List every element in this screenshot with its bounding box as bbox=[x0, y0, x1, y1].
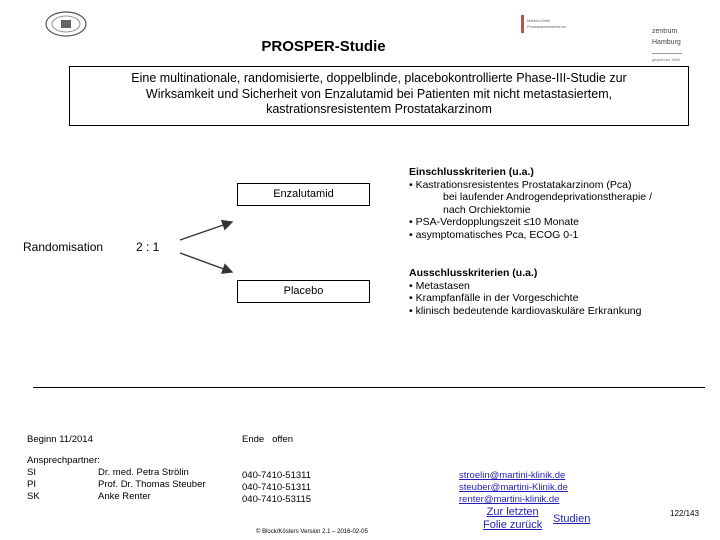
clinic-logo bbox=[521, 15, 565, 33]
center-logo-small: gegründet 1889 bbox=[652, 57, 681, 62]
footer-copyright: © Block/Kösters Version 2.1 – 2016-02-05 bbox=[256, 529, 368, 535]
study-start-date: Beginn 11/2014 bbox=[27, 434, 93, 445]
summary-line: Wirksamkeit und Sicherheit von Enzalutamid bei Patienten mit nicht metastasiertem, bbox=[145, 86, 613, 101]
contact-email-link[interactable]: steuber@martini-Klinik.de bbox=[459, 482, 568, 493]
seal-icon bbox=[44, 10, 88, 38]
inclusion-item: • Kastrationsresistentes Prostatakarzinom (Pca) bbox=[409, 178, 632, 191]
inclusion-criteria bbox=[409, 166, 709, 241]
previous-slide-label-line2: Folie zurück bbox=[483, 519, 543, 531]
exclusion-item: • Metastasen bbox=[409, 279, 470, 292]
section-divider bbox=[33, 387, 705, 388]
university-seal-logo bbox=[44, 10, 88, 38]
randomisation-label: Randomisation bbox=[23, 240, 104, 254]
study-summary-box bbox=[69, 66, 689, 126]
inclusion-heading: Einschlusskriterien (u.a.) bbox=[409, 166, 534, 178]
contacts-heading: Ansprechpartner: bbox=[27, 455, 100, 466]
center-logo-rule bbox=[652, 53, 682, 54]
contact-phone: 040-7410-51311 bbox=[242, 470, 312, 481]
contact-name: Anke Renter bbox=[98, 491, 151, 502]
contact-row bbox=[27, 491, 206, 503]
center-logo bbox=[652, 26, 712, 62]
exclusion-criteria bbox=[409, 267, 709, 317]
contact-email-link[interactable]: stroelin@martini-klinik.de bbox=[459, 470, 566, 481]
inclusion-item-continued: bei laufender Androgendeprivationstherapie / bbox=[443, 191, 652, 203]
studies-link[interactable]: Studien bbox=[553, 513, 591, 525]
contact-phone: 040-7410-53115 bbox=[242, 494, 312, 505]
arm-enzalutamid-box: Enzalutamid bbox=[237, 183, 370, 206]
logo-bar bbox=[521, 15, 524, 33]
exclusion-item: • klinisch bedeutende kardiovaskuläre Erkrankung bbox=[409, 304, 642, 317]
previous-slide-link[interactable] bbox=[483, 506, 542, 532]
page-number: 122/143 bbox=[670, 509, 699, 518]
contact-emails bbox=[459, 470, 568, 506]
randomisation-arrows bbox=[170, 210, 240, 280]
summary-line: kastrationsresistentem Prostatakarzinom bbox=[266, 102, 492, 116]
contact-role: SK bbox=[27, 491, 40, 502]
clinic-logo-line1: Martini-Klinik bbox=[527, 18, 550, 23]
inclusion-item: • asymptomatisches Pca, ECOG 0-1 bbox=[409, 228, 579, 241]
arm-placebo-box: Placebo bbox=[237, 280, 370, 303]
exclusion-item: • Krampfanfälle in der Vorgeschichte bbox=[409, 292, 579, 304]
inclusion-item-continued: nach Orchiektomie bbox=[443, 203, 531, 216]
page-title: PROSPER-Studie bbox=[261, 38, 386, 55]
contact-phones bbox=[242, 470, 311, 506]
previous-slide-label-line1: Zur letzten bbox=[486, 506, 539, 518]
contact-row bbox=[27, 467, 206, 479]
arrow-to-placebo bbox=[180, 253, 232, 272]
inclusion-item: • PSA-Verdopplungszeit ≤10 Monate bbox=[409, 216, 579, 228]
contacts-list bbox=[27, 467, 206, 503]
contact-row bbox=[27, 479, 206, 491]
summary-line: Eine multinationale, randomisierte, doppelblinde, placebokontrollierte Phase-III-Studie zur bbox=[131, 71, 627, 85]
clinic-logo-line2: Prostatakrebszentrum bbox=[527, 24, 567, 29]
arrow-to-enzalutamid bbox=[180, 222, 232, 240]
randomisation-ratio: 2 : 1 bbox=[136, 240, 160, 254]
contact-role: SI bbox=[27, 467, 36, 478]
center-logo-line2: Hamburg bbox=[652, 39, 681, 46]
exclusion-heading: Ausschlusskriterien (u.a.) bbox=[409, 267, 538, 279]
contact-phone: 040-7410-51311 bbox=[242, 482, 312, 493]
contact-email-link[interactable]: renter@martini-klinik.de bbox=[459, 494, 560, 505]
contact-name: Prof. Dr. Thomas Steuber bbox=[98, 479, 206, 490]
study-end-date: Ende offen bbox=[242, 434, 294, 445]
contact-role: PI bbox=[27, 479, 36, 490]
contact-name: Dr. med. Petra Strölin bbox=[98, 467, 189, 478]
center-logo-line1: zentrum bbox=[652, 28, 678, 35]
